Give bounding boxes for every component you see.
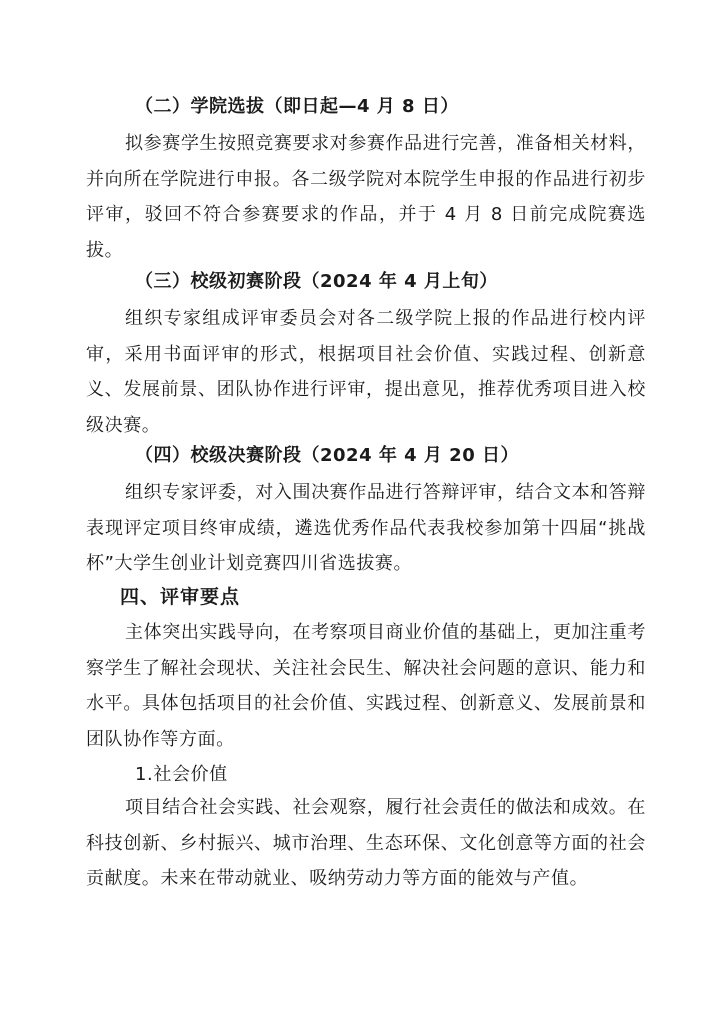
section-heading-final-round: （四）校级决赛阶段（2024 年 4 月 20 日） xyxy=(135,445,520,466)
subheading-social-value: 1.社会价值 xyxy=(135,764,228,785)
paragraph-review-points-intro: 主体突出实践导向，在考察项目商业价值的基础上，更加注重考察学生了解社会现状、关注社会民生、解决社会问题的意识、能力和水平。具体包括项目的社会价值、实践过程、创新意义、发展前景和团队协作等方面。 xyxy=(86,622,646,750)
section-heading-college-selection: （二）学院选拔（即日起—4 月 8 日） xyxy=(135,96,459,117)
paragraph-final-round: 组织专家评委，对入围决赛作品进行答辩评审，结合文本和答辩表现评定项目终审成绩，遴选优秀作品代表我校参加第十四届“挑战杯”大学生创业计划竞赛四川省选拔赛。 xyxy=(86,482,646,574)
section-heading-review-points: 四、评审要点 xyxy=(120,586,241,608)
paragraph-preliminary-round: 组织专家组成评审委员会对各二级学院上报的作品进行校内评审，采用书面评审的形式，根据项目社会价值、实践过程、创新意义、发展前景、团队协作进行评审，提出意见，推荐优秀项目进入校级决赛。 xyxy=(86,308,646,436)
paragraph-college-selection: 拟参赛学生按照竞赛要求对参赛作品进行完善，准备相关材料，并向所在学院进行申报。各二级学院对本院学生申报的作品进行初步评审，驳回不符合参赛要求的作品，并于 4 月 8 日前完成院赛选拔。 xyxy=(86,133,646,261)
paragraph-social-value: 项目结合社会实践、社会观察，履行社会责任的做法和成效。在科技创新、乡村振兴、城市治理、生态环保、文化创意等方面的社会贡献度。未来在带动就业、吸纳劳动力等方面的能效与产值。 xyxy=(86,797,646,889)
section-heading-preliminary-round: （三）校级初赛阶段（2024 年 4 月上旬） xyxy=(135,271,498,292)
